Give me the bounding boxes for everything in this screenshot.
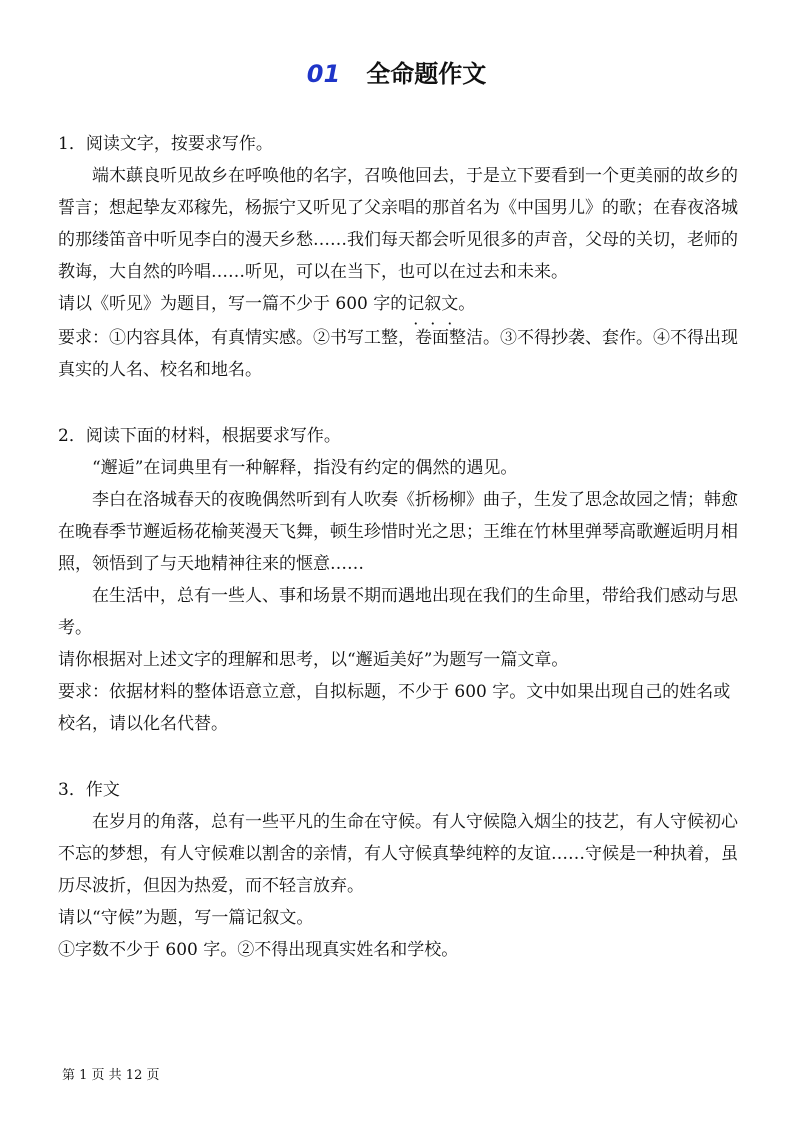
question-1-requirements: 要求：①内容具体，有真情实感。②书写工整，卷面整洁。③不得抄袭、套作。④不得出现真实的人名、校名和地名。 <box>58 328 738 380</box>
content <box>58 128 738 966</box>
emphasis-char: 叙 <box>424 294 442 314</box>
prompt-text: 请以《听见》为题目，写一篇不少于 600 字的 <box>58 294 408 314</box>
question-2-paragraph-1: “邂逅”在词典里有一种解释，指没有约定的偶然的遇见。 <box>92 458 518 478</box>
question-3 <box>58 774 738 966</box>
question-3-requirements: ①字数不少于 600 字。②不得出现真实姓名和学校。 <box>58 940 459 960</box>
question-1 <box>58 128 738 386</box>
title-text: 全命题作文 <box>366 60 487 88</box>
question-2-paragraph-3: 在生活中，总有一些人、事和场景不期而遇地出现在我们的生命里，带给我们感动与思考。 <box>58 586 738 638</box>
question-2-requirements: 要求：依据材料的整体语意立意，自拟标题，不少于 600 字。文中如果出现自己的姓名或校名，请以化名代替。 <box>58 682 731 734</box>
page-footer: 第 1 页 共 12 页 <box>62 1068 160 1083</box>
question-2-paragraph-2: 李白在洛城春天的夜晚偶然听到有人吹奏《折杨柳》曲子，生发了思念故园之情；韩愈在晚春季节邂逅杨花榆荚漫天飞舞，顿生珍惜时光之思；王维在竹林里弹琴高歌邂逅明月相照，领悟到了与天地精神往来的惬意…… <box>58 490 738 574</box>
question-2-heading: 2．阅读下面的材料，根据要求写作。 <box>58 426 341 446</box>
page-title <box>0 54 793 94</box>
emphasis-char: 记 <box>407 294 425 314</box>
question-3-prompt: 请以“守候”为题，写一篇记叙文。 <box>58 908 314 928</box>
question-3-paragraph: 在岁月的角落，总有一些平凡的生命在守候。有人守候隐入烟尘的技艺，有人守候初心不忘的梦想，有人守候难以割舍的亲情，有人守候真挚纯粹的友谊……守候是一种执着，虽历尽波折，但因为热爱，而不轻言放弃。 <box>58 812 738 896</box>
title-number: 01 <box>306 60 341 88</box>
prompt-text-end: 。 <box>458 294 476 314</box>
question-1-paragraph: 端木蕻良听见故乡在呼唤他的名字，召唤他回去，于是立下要看到一个更美丽的故乡的誓言；想起挚友邓稼先，杨振宁又听见了父亲唱的那首名为《中国男儿》的歌；在春夜洛城的那缕笛音中听见李白的漫天乡愁……我们每天都会听见很多的声音，父母的关切，老师的教诲，大自然的吟唱……听见，可以在当下，也可以在过去和未来。 <box>58 166 738 282</box>
question-2 <box>58 420 738 740</box>
question-1-heading: 1．阅读文字，按要求写作。 <box>58 134 273 154</box>
question-2-prompt: 请你根据对上述文字的理解和思考，以“邂逅美好”为题写一篇文章。 <box>58 650 569 670</box>
question-3-heading: 3．作文 <box>58 780 120 800</box>
emphasis-char: 文 <box>441 294 459 314</box>
question-1-prompt <box>58 288 738 320</box>
